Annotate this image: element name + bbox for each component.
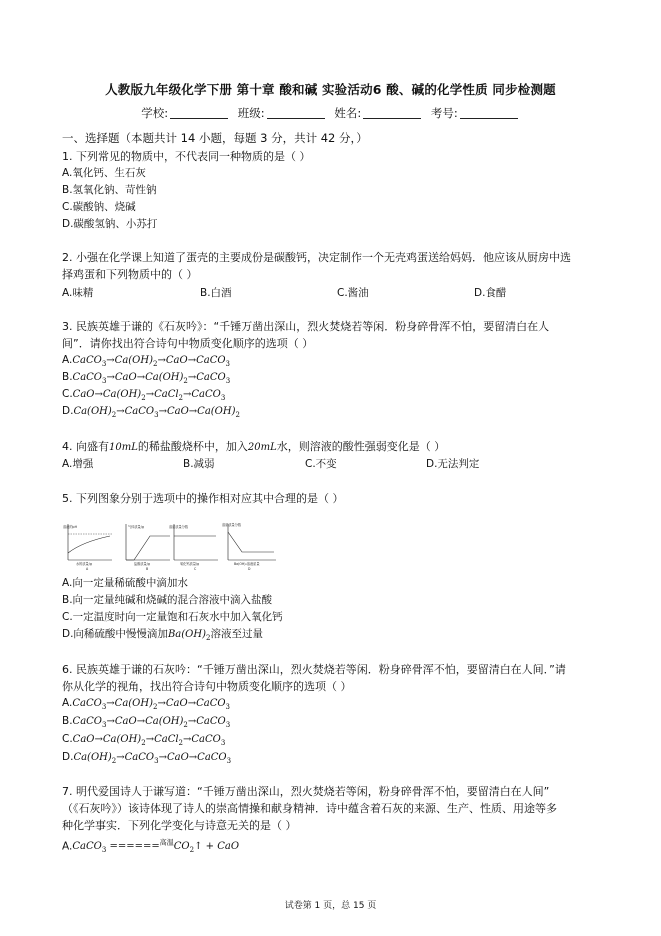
graph-d-ylabel: 溶质质量分数	[222, 523, 242, 527]
q4-option-c: C.不变	[305, 458, 337, 470]
q6-option-c: $C.CaO\to Ca(OH)_2\to CaCl_2\to CaCO_3$	[62, 733, 226, 747]
class-blank[interactable]	[267, 106, 325, 119]
q7-stem-line2: （《石灰吟》）该诗体现了诗人的崇高情操和献身精神．诗中蕴含着石灰的来源、生产、性质、用途等多	[62, 802, 557, 815]
q3-option-b: $B.CaCO_3\to CaO\to Ca(OH)_2\to CaCO_3$	[62, 371, 231, 385]
graph-a	[63, 524, 112, 571]
student-info-line	[0, 105, 661, 121]
q1-stem: 1. 下列常见的物质中，不代表同一种物质的是（ ）	[62, 150, 311, 163]
number-label: 考号:	[430, 106, 458, 120]
graph-d	[222, 522, 276, 571]
q1-option-c: C.碳酸钠、烧碱	[62, 201, 136, 213]
q3-stem-line1: 3. 民族英雄于谦的《石灰吟》：“千锤万凿出深山，烈火焚烧若等闲．粉身碎骨浑不怕，要留清白在人	[62, 320, 550, 333]
section-heading: 一、选择题（本题共计 14 小题，每题 3 分，共计 42 分，）	[62, 131, 368, 145]
graph-a-tag: A	[86, 567, 89, 571]
q5-option-b: B.向一定量纯碱和烧碱的混合溶液中滴入盐酸	[62, 594, 273, 606]
graph-b-ylabel: 气体质量/g	[128, 525, 144, 529]
graph-c	[169, 524, 218, 571]
q6-option-d: $D.Ca(OH)_2\to CaCO_3\to CaO\to CaCO_3$	[62, 751, 232, 765]
q2-stem-line1: 2. 小强在化学课上知道了蛋壳的主要成份是碳酸钙，决定制作一个无壳鸡蛋送给妈妈．他应该从厨房中选	[62, 251, 571, 264]
name-blank[interactable]	[363, 106, 421, 119]
q2-stem-line2: 择鸡蛋和下列物质中的（ ）	[62, 268, 198, 281]
q1-option-d: D.碳酸氢钠、小苏打	[62, 218, 158, 230]
q5-option-a: A.向一定量稀硫酸中滴加水	[62, 577, 188, 589]
q1-option-a: A.氧化钙、生石灰	[62, 167, 146, 179]
q6-option-a: $A.CaCO_3\to Ca(OH)_2\to CaO\to CaCO_3$	[62, 697, 231, 711]
q7-stem-line1: 7. 明代爱国诗人于谦写道：“千锤万凿出深山，烈火焚烧若等闲，粉身碎骨浑不怕，要留清白在人间”	[62, 785, 550, 798]
q3-option-d: $D.Ca(OH)_2\to CaCO_3\to CaO\to Ca(OH)_2$	[62, 405, 240, 419]
q2-option-c: C.酱油	[337, 287, 369, 299]
q7-stem-line3: 种化学事实．下列化学变化与诗意无关的是（ ）	[62, 819, 297, 832]
q3-option-c: $C.CaO\to Ca(OH)_2\to CaCl_2\to CaCO_3$	[62, 388, 226, 402]
graph-c-xlabel: 氧化钙质量/g	[180, 562, 200, 566]
graph-d-xlabel: Ba(OH)₂溶液质量	[234, 562, 260, 566]
page-footer: 试卷第 1 页，总 15 页	[284, 901, 377, 911]
school-blank[interactable]	[170, 106, 228, 119]
q2-option-a: A.味精	[62, 287, 94, 299]
page-title: 人教版九年级化学下册 第十章 酸和碱 实验活动6 酸、碱的化学性质 同步检测题	[105, 82, 556, 97]
number-blank[interactable]	[460, 106, 518, 119]
q1-option-b: B.氢氧化钠、苛性钠	[62, 184, 157, 196]
q7-option-a: A.CaCO$_3$ $======^{高温}CO_2↑$ + CaO	[62, 839, 240, 855]
graph-c-tag: C	[194, 567, 197, 571]
q3-stem-line2: 间”．请你找出符合诗句中物质变化顺序的选项（ ）	[62, 337, 314, 350]
graph-a-ylabel: 溶液的pH	[63, 525, 77, 529]
school-label: 学校:	[141, 106, 169, 120]
q5-option-c: C.一定温度时向一定量饱和石灰水中加入氧化钙	[62, 611, 283, 623]
q6-stem-line2: 你从化学的视角，找出符合诗句中物质变化顺序的选项（ ）	[62, 680, 352, 693]
graph-c-ylabel: 溶质质量分数	[169, 525, 189, 529]
name-label: 姓名:	[334, 106, 362, 120]
q6-option-b: $B.CaCO_3\to CaO\to Ca(OH)_2\to CaCO_3$	[62, 715, 231, 729]
class-label: 班级:	[237, 106, 265, 120]
q4-option-a: A.增强	[62, 458, 94, 470]
q4-option-b: B.减弱	[183, 458, 215, 470]
q4-stem: 4. 向盛有10mL的稀盐酸烧杯中，加入20mL水，则溶液的酸性强弱变化是（ ）	[62, 440, 446, 453]
graph-b	[126, 524, 170, 571]
graph-b-xlabel: 盐酸质量/g	[134, 562, 150, 566]
q6-stem-line1: 6. 民族英雄于谦的石灰吟：“千锤万凿出深山，烈火焚烧若等闲．粉身碎骨浑不怕，要留清白在人间．”请	[62, 663, 566, 676]
q5-graphs	[62, 520, 292, 572]
q2-option-b: B.白酒	[200, 287, 232, 299]
graph-b-tag: B	[146, 567, 149, 571]
q2-option-d: D.食醋	[474, 287, 507, 299]
q4-option-d: D.无法判定	[426, 458, 480, 470]
graph-d-tag: D	[248, 567, 251, 571]
q5-option-d: D.向稀硫酸中慢慢滴加$Ba(OH)_2$溶液至过量	[62, 628, 263, 642]
q5-stem: 5. 下列图象分别于选项中的操作相对应其中合理的是（ ）	[62, 492, 344, 505]
graph-a-xlabel: 水的质量/g	[76, 562, 92, 566]
q3-option-a: $A.CaCO_3\to Ca(OH)_2\to CaO\to CaCO_3$	[62, 354, 231, 368]
